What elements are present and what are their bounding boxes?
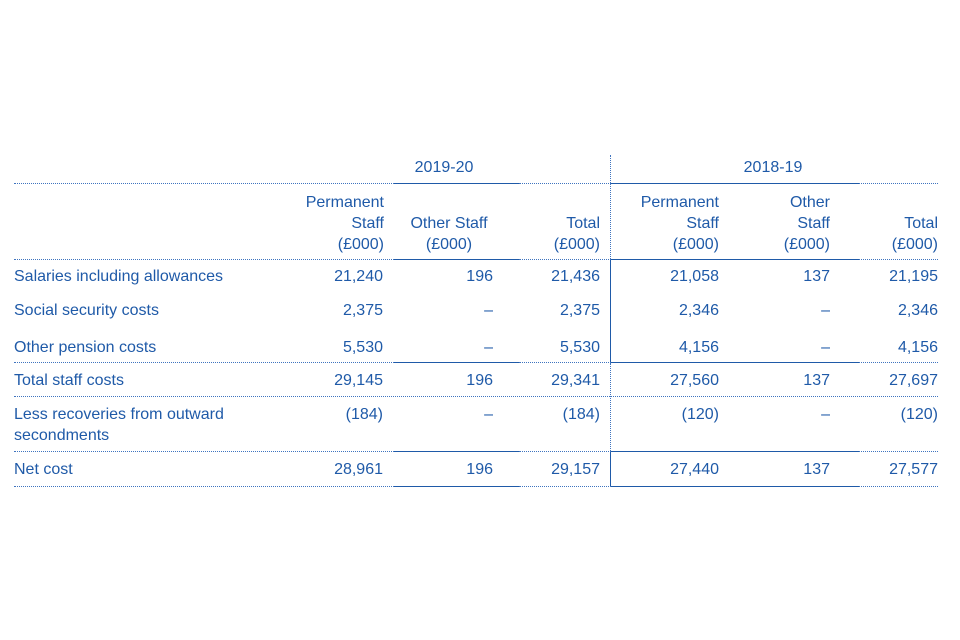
cell: 27,560 (670, 372, 719, 389)
cell: 21,058 (670, 268, 719, 285)
col-header-line: (£000) (672, 236, 719, 253)
rule-solid (394, 451, 519, 452)
row-label-less-recoveries (14, 404, 224, 446)
row-label-line: secondments (14, 427, 110, 444)
cell: (120) (900, 406, 938, 423)
year-header-2019-20: 2019-20 (414, 159, 474, 176)
cell: (120) (681, 406, 719, 423)
rule-dotted (14, 259, 394, 260)
cell: 27,577 (889, 461, 938, 478)
rule-solid (394, 259, 519, 260)
rule-dotted (14, 362, 394, 363)
cell: – (484, 406, 493, 423)
row-label-line: Less recoveries from outward (14, 406, 224, 423)
cell: 137 (803, 461, 830, 478)
col-header-line: (£000) (425, 236, 473, 253)
cell: 27,440 (670, 461, 719, 478)
year-separator (610, 452, 611, 486)
rule-solid (611, 451, 859, 452)
cell: 196 (466, 372, 493, 389)
cell: – (821, 339, 830, 356)
rule-dotted (859, 362, 938, 363)
row-label-net-cost: Net cost (14, 461, 73, 478)
cell: 2,375 (342, 302, 383, 319)
rule-solid (611, 259, 859, 260)
col-header-2018-other (760, 192, 830, 255)
cell: 2,375 (559, 302, 600, 319)
rule-solid (394, 486, 519, 487)
year-separator (610, 260, 611, 362)
col-header-line: Total (566, 215, 600, 232)
rule-dotted (14, 183, 394, 184)
col-header-line: Other Staff (410, 215, 488, 232)
cell: 29,145 (334, 372, 383, 389)
rule-dotted (14, 451, 394, 452)
cell: 4,156 (678, 339, 719, 356)
col-header-2019-permanent (280, 192, 384, 255)
rule-dotted (14, 396, 938, 397)
cell: 27,697 (889, 372, 938, 389)
row-label-other-pension: Other pension costs (14, 339, 157, 356)
cell: 2,346 (678, 302, 719, 319)
cell: – (484, 339, 493, 356)
rule-dotted (519, 259, 611, 260)
row-label-social-security: Social security costs (14, 302, 159, 319)
cell: (184) (345, 406, 383, 423)
col-header-2018-permanent (612, 192, 719, 255)
cell: (184) (562, 406, 600, 423)
cell: – (484, 302, 493, 319)
cell: 196 (466, 461, 493, 478)
col-header-2019-other (396, 213, 502, 255)
cell: 137 (803, 268, 830, 285)
cell: 21,195 (889, 268, 938, 285)
col-header-line: Total (904, 215, 938, 232)
row-label-total-staff-costs: Total staff costs (14, 372, 124, 389)
year-separator (610, 363, 611, 451)
cell: 196 (466, 268, 493, 285)
rule-dotted (519, 183, 611, 184)
year-header-2018-19: 2018-19 (743, 159, 803, 176)
rule-dotted (859, 486, 938, 487)
cell: 29,157 (551, 461, 600, 478)
rule-solid (611, 486, 859, 487)
cell: – (821, 302, 830, 319)
cell: 5,530 (559, 339, 600, 356)
cell: 21,436 (551, 268, 600, 285)
rule-dotted (859, 183, 938, 184)
year-separator (610, 155, 611, 259)
cell: 21,240 (334, 268, 383, 285)
col-header-line: (£000) (783, 236, 830, 253)
col-header-line: Other (789, 194, 830, 211)
row-label-salaries: Salaries including allowances (14, 268, 224, 285)
rule-dotted (519, 451, 611, 452)
rule-dotted (519, 362, 611, 363)
col-header-line: Permanent (640, 194, 719, 211)
rule-solid (394, 362, 519, 363)
rule-dotted (519, 486, 611, 487)
col-header-line: (£000) (553, 236, 600, 253)
col-header-line: Staff (797, 215, 830, 232)
rule-solid (611, 183, 859, 184)
rule-dotted (859, 259, 938, 260)
cell: 28,961 (334, 461, 383, 478)
col-header-2018-total (868, 213, 938, 255)
cell: 29,341 (551, 372, 600, 389)
cell: 137 (803, 372, 830, 389)
rule-dotted (859, 451, 938, 452)
cell: – (821, 406, 830, 423)
cell: 4,156 (897, 339, 938, 356)
col-header-line: Staff (686, 215, 719, 232)
rule-solid (394, 183, 519, 184)
col-header-2019-total (530, 213, 600, 255)
rule-dotted (14, 486, 394, 487)
col-header-line: Permanent (305, 194, 384, 211)
cell: 2,346 (897, 302, 938, 319)
rule-solid (611, 362, 859, 363)
col-header-line: Staff (351, 215, 384, 232)
cell: 5,530 (342, 339, 383, 356)
col-header-line: (£000) (891, 236, 938, 253)
col-header-line: (£000) (337, 236, 384, 253)
